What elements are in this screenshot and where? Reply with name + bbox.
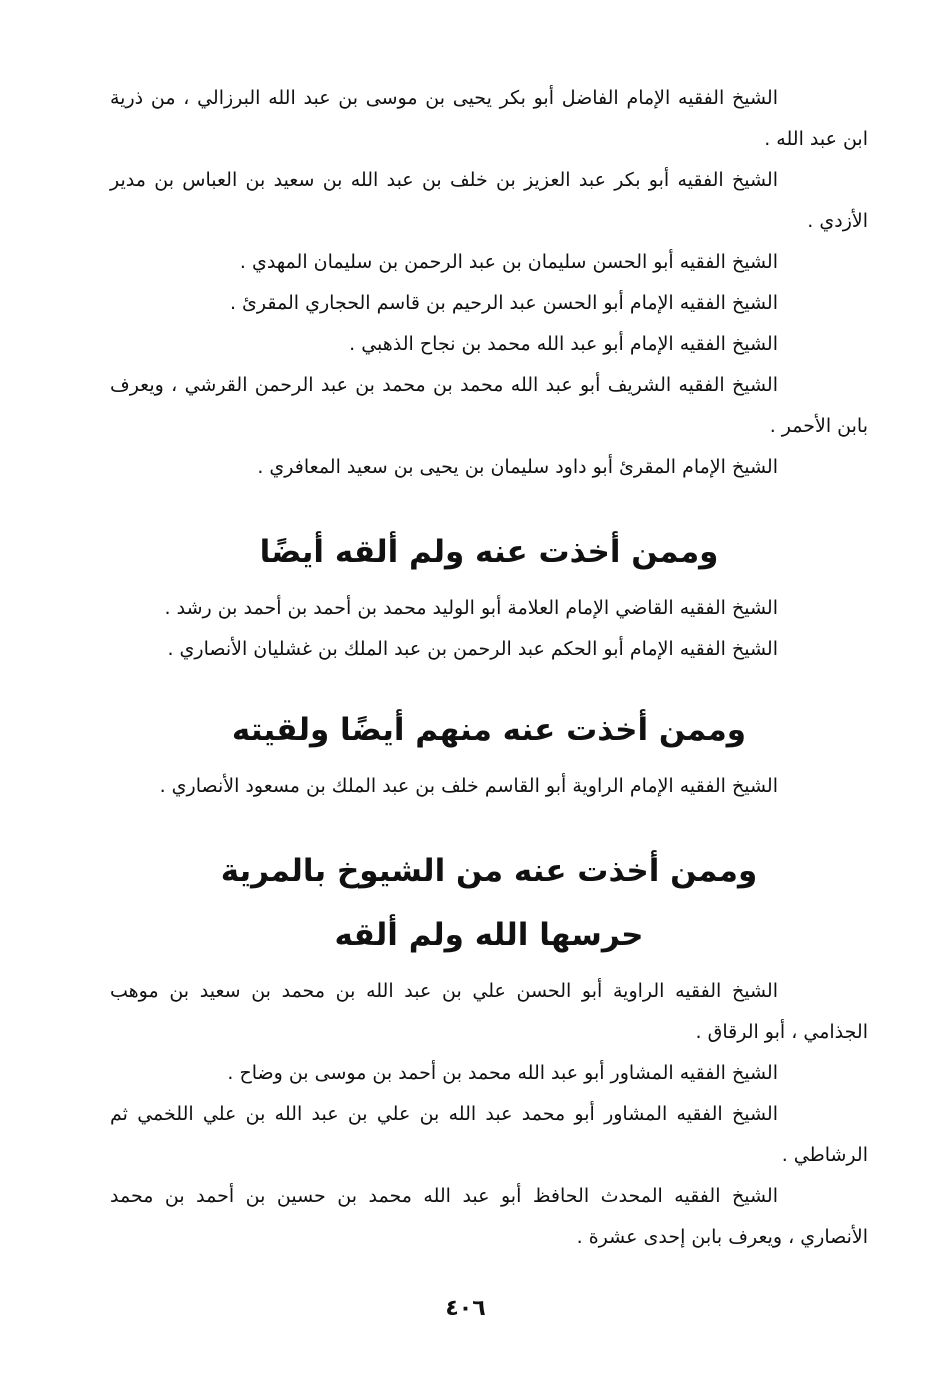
- section-heading: وممن أخذت عنه ولم ألقه أيضًا: [259, 534, 719, 570]
- list-item: الشيخ الفقيه المشاور أبو محمد عبد الله بن علي بن عبد الله بن علي اللخمي ثم الرشاطي .: [110, 1103, 868, 1166]
- section-heading: وممن أخذت عنه منهم أيضًا ولقيته: [231, 712, 747, 748]
- document-page: [110, 78, 868, 1258]
- page-number: ٤٠٦: [445, 1296, 486, 1321]
- list-item: الشيخ الفقيه المحدث الحافظ أبو عبد الله محمد بن حسين بن أحمد بن محمد الأنصاري ، ويعرف بابن إحدى عشرة .: [110, 1185, 868, 1248]
- section-subheading: حرسها الله ولم ألقه: [334, 917, 644, 953]
- list-item: الشيخ الفقيه الراوية أبو الحسن علي بن عبد الله بن محمد بن سعيد بن موهب الجذامي ، أبو الرقاق .: [110, 980, 868, 1043]
- list-item: الشيخ الفقيه الإمام الراوية أبو القاسم خلف بن عبد الملك بن مسعود الأنصاري .: [159, 775, 778, 797]
- list-item: الشيخ الفقيه المشاور أبو عبد الله محمد بن أحمد بن موسى بن وضاح .: [227, 1062, 778, 1084]
- list-item: الشيخ الإمام المقرئ أبو داود سليمان بن يحيى بن سعيد المعافري .: [257, 456, 778, 478]
- section-shuyukh-2: [110, 588, 868, 670]
- list-item: الشيخ الفقيه الإمام أبو عبد الله محمد بن نجاح الذهبي .: [349, 333, 778, 355]
- list-item: الشيخ الفقيه أبو الحسن سليمان بن عبد الرحمن بن سليمان المهدي .: [239, 251, 778, 273]
- section-heading: وممن أخذت عنه من الشيوخ بالمرية: [220, 853, 758, 889]
- list-item: الشيخ الفقيه الإمام أبو الحسن عبد الرحيم بن قاسم الحجاري المقرئ .: [229, 292, 778, 314]
- list-item: الشيخ الفقيه الإمام الفاضل أبو بكر يحيى بن موسى بن عبد الله البرزالي ، من ذرية ابن عبد الله .: [110, 87, 868, 150]
- list-item: الشيخ الفقيه الإمام أبو الحكم عبد الرحمن بن عبد الملك بن غشليان الأنصاري .: [167, 638, 778, 660]
- list-item: الشيخ الفقيه القاضي الإمام العلامة أبو الوليد محمد بن أحمد بن أحمد بن رشد .: [164, 597, 778, 619]
- section-shuyukh-3: [110, 766, 868, 807]
- section-shuyukh-1: [110, 78, 868, 488]
- section-shuyukh-4: [110, 971, 868, 1258]
- list-item: الشيخ الفقيه أبو بكر عبد العزيز بن خلف بن عبد الله بن سعيد بن العباس بن مدير الأزدي .: [110, 169, 868, 232]
- list-item: الشيخ الفقيه الشريف أبو عبد الله محمد بن محمد بن عبد الرحمن القرشي ، ويعرف بابن الأحمر .: [110, 374, 868, 437]
